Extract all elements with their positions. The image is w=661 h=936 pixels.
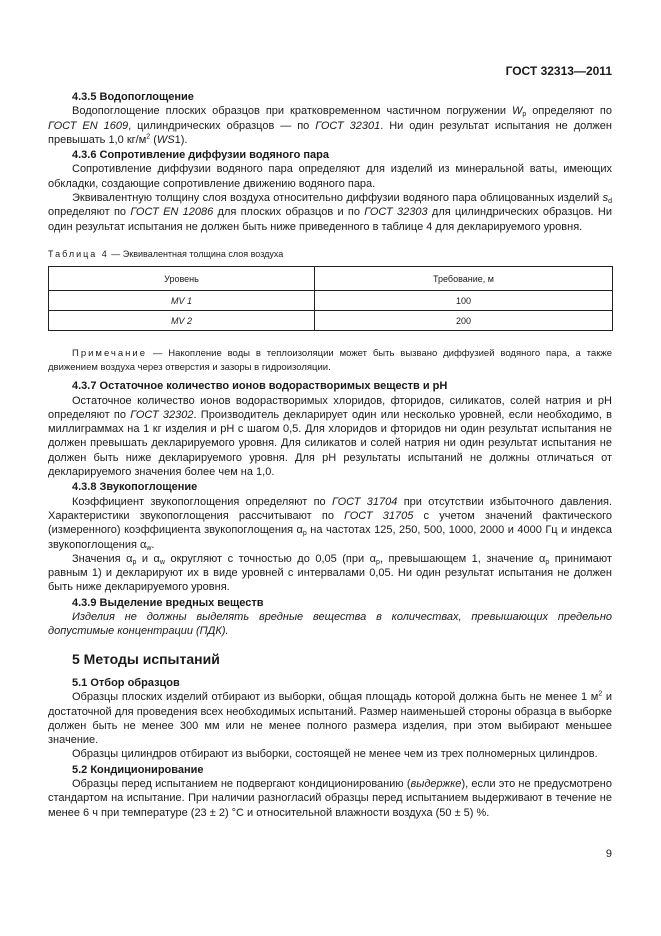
superscript: 2 — [146, 133, 151, 141]
section-heading: 5.1 Отбор образцов — [72, 676, 180, 689]
document-header: ГОСТ 32313—2011 — [505, 64, 612, 78]
italic-text: выдержке — [410, 777, 462, 790]
note: Примечание — Накопление воды в теплоизоляции может быть вызвано диффузией водяного пара, а также движением воздуха через отверстия и зазоры в гидроизоляции. — [48, 348, 612, 374]
section-heading: 5.2 Кондиционирование — [72, 763, 204, 776]
table-row — [49, 291, 613, 311]
italic-text: ГОСТ EN 1609 — [48, 119, 129, 132]
italic-text: ГОСТ 32303 — [364, 206, 428, 219]
italic-text: ГОСТ 32302 — [130, 408, 194, 421]
table-caption: Таблица 4 — Эквивалентная толщина слоя воздуха — [48, 248, 284, 259]
table-header-cell: Требование, м — [315, 267, 613, 291]
paragraph — [48, 610, 612, 639]
section-heading: 4.3.9 Выделение вредных веществ — [72, 596, 264, 609]
italic-text: ГОСТ 31705 — [344, 509, 414, 522]
table-caption-label: Таблица 4 — [48, 248, 109, 259]
table-cell: MV 1 — [49, 291, 315, 311]
paragraph: Водопоглощение плоских образцов при кратковременном частичном погружении $W_p$ определяют по ГОСТ EN 1609, цилиндрических образцов — по ГОСТ 32301. Ни один результат испытания не должен превышать 1,0 $кг/м^2$ (WS1). — [48, 105, 612, 146]
document-body — [48, 89, 612, 820]
section-heading: 4.3.5 Водопоглощение — [72, 91, 194, 103]
subscript: w — [159, 558, 165, 566]
table-cell: 100 — [315, 291, 613, 311]
italic-text: s — [602, 192, 609, 205]
italic-text: ГОСТ 31704 — [331, 495, 398, 508]
italic-text: Изделия не должны выделять вредные вещества в количествах, превышающих предельно допустимые концентрации (ПДК). — [48, 611, 612, 638]
page-number: 9 — [605, 848, 612, 860]
table-cell: MV 2 — [49, 311, 315, 331]
subscript: w — [146, 544, 152, 552]
section-heading: 4.3.8 Звукопоглощение — [72, 481, 198, 494]
table-4 — [48, 266, 613, 331]
italic-text: ГОСТ EN 12086 — [130, 206, 214, 219]
subscript: p — [545, 558, 550, 566]
paragraph: Сопротивление диффузии водяного пара определяют для изделий из минеральной ваты, имеющих обкладки, создающие сопротивление движению водяного пара. — [48, 163, 612, 190]
table-header-row — [49, 267, 613, 291]
spaced-label: Примечание — [72, 348, 147, 360]
superscript: 2 — [598, 690, 603, 698]
subscript: d — [608, 198, 612, 206]
paragraph: Образцы перед испытанием не подвергают кондиционированию (выдержке), если это не предусмотрено стандартом на испытание. При наличии разногласий образцы перед испытанием выдерживают в течение не менее 6 ч при температуре (23 ± 2) °С и относительной влажности воздуха (50 ± 5) %. — [48, 777, 612, 819]
paragraph: Остаточное количество ионов водорастворимых хлоридов, фторидов, силикатов, солей натрия и pH определяют по ГОСТ 32302. Производитель декларирует один или несколько уровней, если необходимо, в миллиграммах на 1 кг изделия и pH с шагом 0,5. Для хлоридов и фторидов ни один результат испытания не должен превышать декларируемого уровня. Для силикатов и солей натрия ни один результат испытания не должен быть ниже декларируемого уровня. Для pH результаты испытаний не должны отличаться от декларируемого значения более чем на 1,0. — [48, 394, 612, 479]
subscript: p — [302, 530, 307, 538]
italic-text: ГОСТ 32301 — [315, 119, 381, 132]
paragraph: Значения $\alpha_p$ и $\alpha_w$ округляют с точностью до 0,05 (при $\alpha_p$, превышающем 1, значение $\alpha_p$ принимают равным 1) и декларируют их в виде уровней с интервалами 0,05. Ни один результат испытания не должен быть ниже декларируемого уровня. — [48, 552, 612, 594]
paragraph: Образцы плоских изделий отбирают из выборки, общая площадь которой должна быть не менее 1 $м^2$ и достаточной для проведения всех необходимых испытаний. Размер наименьшей стороны образца в выборке должен быть не менее 300 мм или не менее полного размера изделия, при этом выбирают меньшее значение. — [48, 690, 612, 747]
paragraph: Коэффициент звукопоглощения определяют по ГОСТ 31704 при отсутствии избыточного давления. Характеристики звукопоглощения рассчитывают по ГОСТ 31705 с учетом значений фактического (измеренного) коэффициента звукопоглощения $\alpha_p$ на частотах 125, 250, 500, 1000, 2000 и 4000 Гц и индекса звукопоглощения $\alpha_w$. — [48, 495, 613, 552]
paragraph: Образцы цилиндров отбирают из выборки, состоящей не менее чем из трех полномерных цилиндров. — [72, 748, 598, 761]
table-cell: 200 — [315, 311, 613, 331]
subscript: p — [375, 558, 380, 566]
paragraph: Эквивалентную толщину слоя воздуха относительно диффузии водяного пара облицованных изделий $s_d$ определяют по ГОСТ EN 12086 для плоских образцов и по ГОСТ 32303 для цилиндрических образцов. Ни один результат испытания не должен быть ниже приведенного в таблице 4 для декларируемого уровня. — [48, 192, 612, 233]
italic-text: WS — [156, 133, 175, 146]
table-row — [49, 311, 613, 331]
section-heading: 4.3.6 Сопротивление диффузии водяного пара — [72, 149, 329, 162]
chapter-heading: 5 Методы испытаний — [72, 650, 220, 667]
section-heading: 4.3.7 Остаточное количество ионов водорастворимых веществ и pH — [72, 380, 448, 393]
subscript: p — [132, 558, 137, 566]
italic-text: W — [512, 105, 523, 118]
table-header-cell: Уровень — [49, 267, 315, 291]
subscript: p — [522, 111, 527, 119]
